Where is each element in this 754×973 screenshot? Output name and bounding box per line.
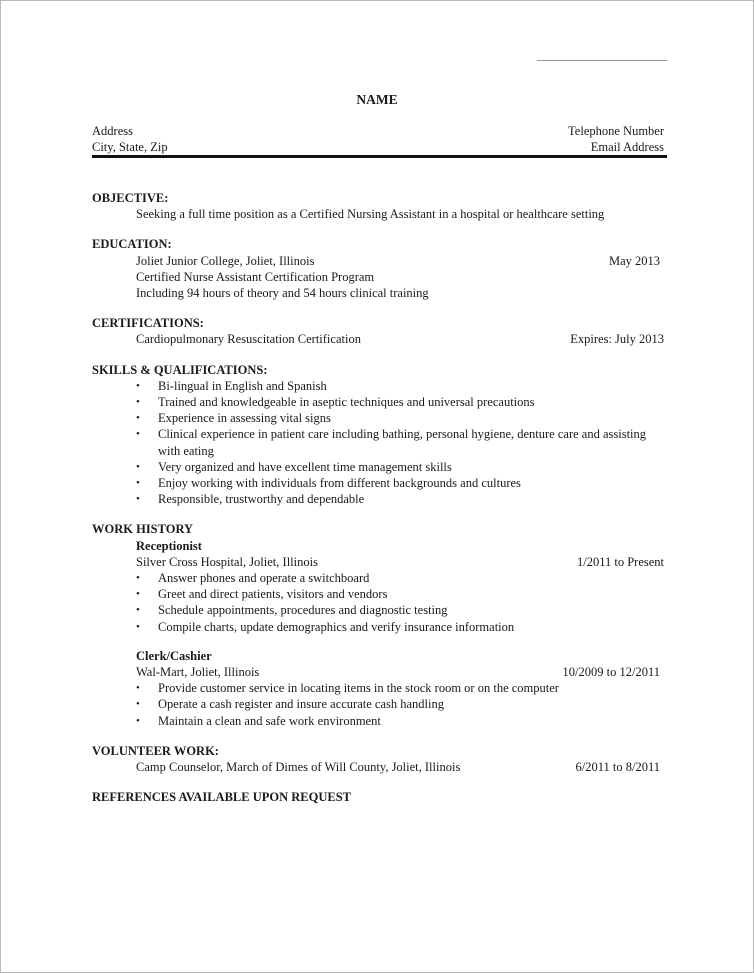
bullet-icon: • [136,620,140,633]
phone-text: Telephone Number [568,124,664,138]
volunteer-text: Camp Counselor, March of Dimes of Will County, Joliet, Illinois [136,760,461,775]
education-detail: Including 94 hours of theory and 54 hours clinical training [136,286,429,301]
list-item: • Provide customer service in locating items in the stock room or on the computer [136,681,559,696]
job-dates: 10/2009 to 12/2011 [562,665,660,680]
address-text: Address [92,124,133,138]
bullet-icon: • [136,698,140,711]
list-item: • Bi-lingual in English and Spanish [136,378,327,393]
list-item: • Trained and knowledgeable in aseptic techniques and universal precautions [136,395,535,410]
header-divider [92,155,667,158]
list-item: • Enjoy working with individuals from different backgrounds and cultures [136,476,521,491]
job-dates: 1/2011 to Present [576,554,664,569]
job-employer: Wal-Mart, Joliet, Illinois [136,665,260,680]
education-school: Joliet Junior College, Joliet, Illinois [136,253,315,268]
job-employer: Silver Cross Hospital, Joliet, Illinois [136,554,318,569]
education-school-line [92,253,664,269]
list-item: • Answer phones and operate a switchboard [136,571,370,586]
education-section [92,236,664,301]
bullet-icon: • [136,379,140,392]
certification-name: Cardiopulmonary Resuscitation Certification [136,332,361,347]
list-item: • Experience in assessing vital signs [136,411,331,426]
bullet-icon: • [136,460,140,473]
contact-block [92,124,664,155]
education-date: May 2013 [608,253,660,268]
work-history-section [92,521,664,728]
job-entry [92,648,664,729]
bullet-icon: • [136,572,140,585]
references-note: REFERENCES AVAILABLE UPON REQUEST [92,790,351,805]
bullet-icon: • [136,714,140,727]
skills-section [92,362,664,508]
job-role: Receptionist [136,538,202,553]
resume-body [92,190,664,806]
volunteer-section [92,743,664,775]
list-item: • Very organized and have excellent time management skills [136,459,452,474]
bullet-icon: • [136,477,140,490]
objective-section [92,190,664,222]
job-employer-line [92,554,664,570]
top-signature-rule [537,60,667,61]
bullet-icon: • [136,682,140,695]
certification-line [92,331,664,347]
list-item: • Greet and direct patients, visitors and vendors [136,587,388,602]
job-employer-line [92,664,664,680]
education-program: Certified Nurse Assistant Certification Program [136,269,375,284]
objective-heading: OBJECTIVE: [92,191,169,205]
bullet-icon: • [136,604,140,617]
skills-list [92,378,664,508]
job-entry [92,538,664,635]
list-item: • Compile charts, update demographics and verify insurance information [136,619,515,634]
bullet-icon: • [136,412,140,425]
bullet-icon: • [136,588,140,601]
list-item: • Maintain a clean and safe work environment [136,713,381,728]
job-duties-list [92,680,664,729]
work-history-heading: WORK HISTORY [92,522,194,537]
job-role: Clerk/Cashier [136,648,212,663]
education-heading: EDUCATION: [92,237,172,252]
list-item: • Responsible, trustworthy and dependable [136,492,365,507]
certifications-section [92,315,664,347]
skills-heading: SKILLS & QUALIFICATIONS: [92,362,268,377]
volunteer-line [92,759,664,775]
city-state-zip-text: City, State, Zip [92,139,168,154]
job-duties-list [92,570,664,635]
certifications-heading: CERTIFICATIONS: [92,316,204,331]
email-text: Email Address [590,139,664,154]
bullet-icon: • [136,396,140,409]
objective-text: Seeking a full time position as a Certified Nursing Assistant in a hospital or healthcare setting [136,207,605,222]
list-item: • Schedule appointments, procedures and diagnostic testing [136,603,448,618]
volunteer-dates: 6/2011 to 8/2011 [575,760,660,775]
bullet-icon: • [136,493,140,506]
bullet-icon: • [136,428,140,441]
volunteer-heading: VOLUNTEER WORK: [92,743,219,758]
list-item: • Clinical experience in patient care including bathing, personal hygiene, denture care and assisting with eating [136,427,647,458]
resume-name: NAME [356,92,398,107]
certification-expires: Expires: July 2013 [570,332,664,347]
list-item: • Operate a cash register and insure accurate cash handling [136,697,444,712]
